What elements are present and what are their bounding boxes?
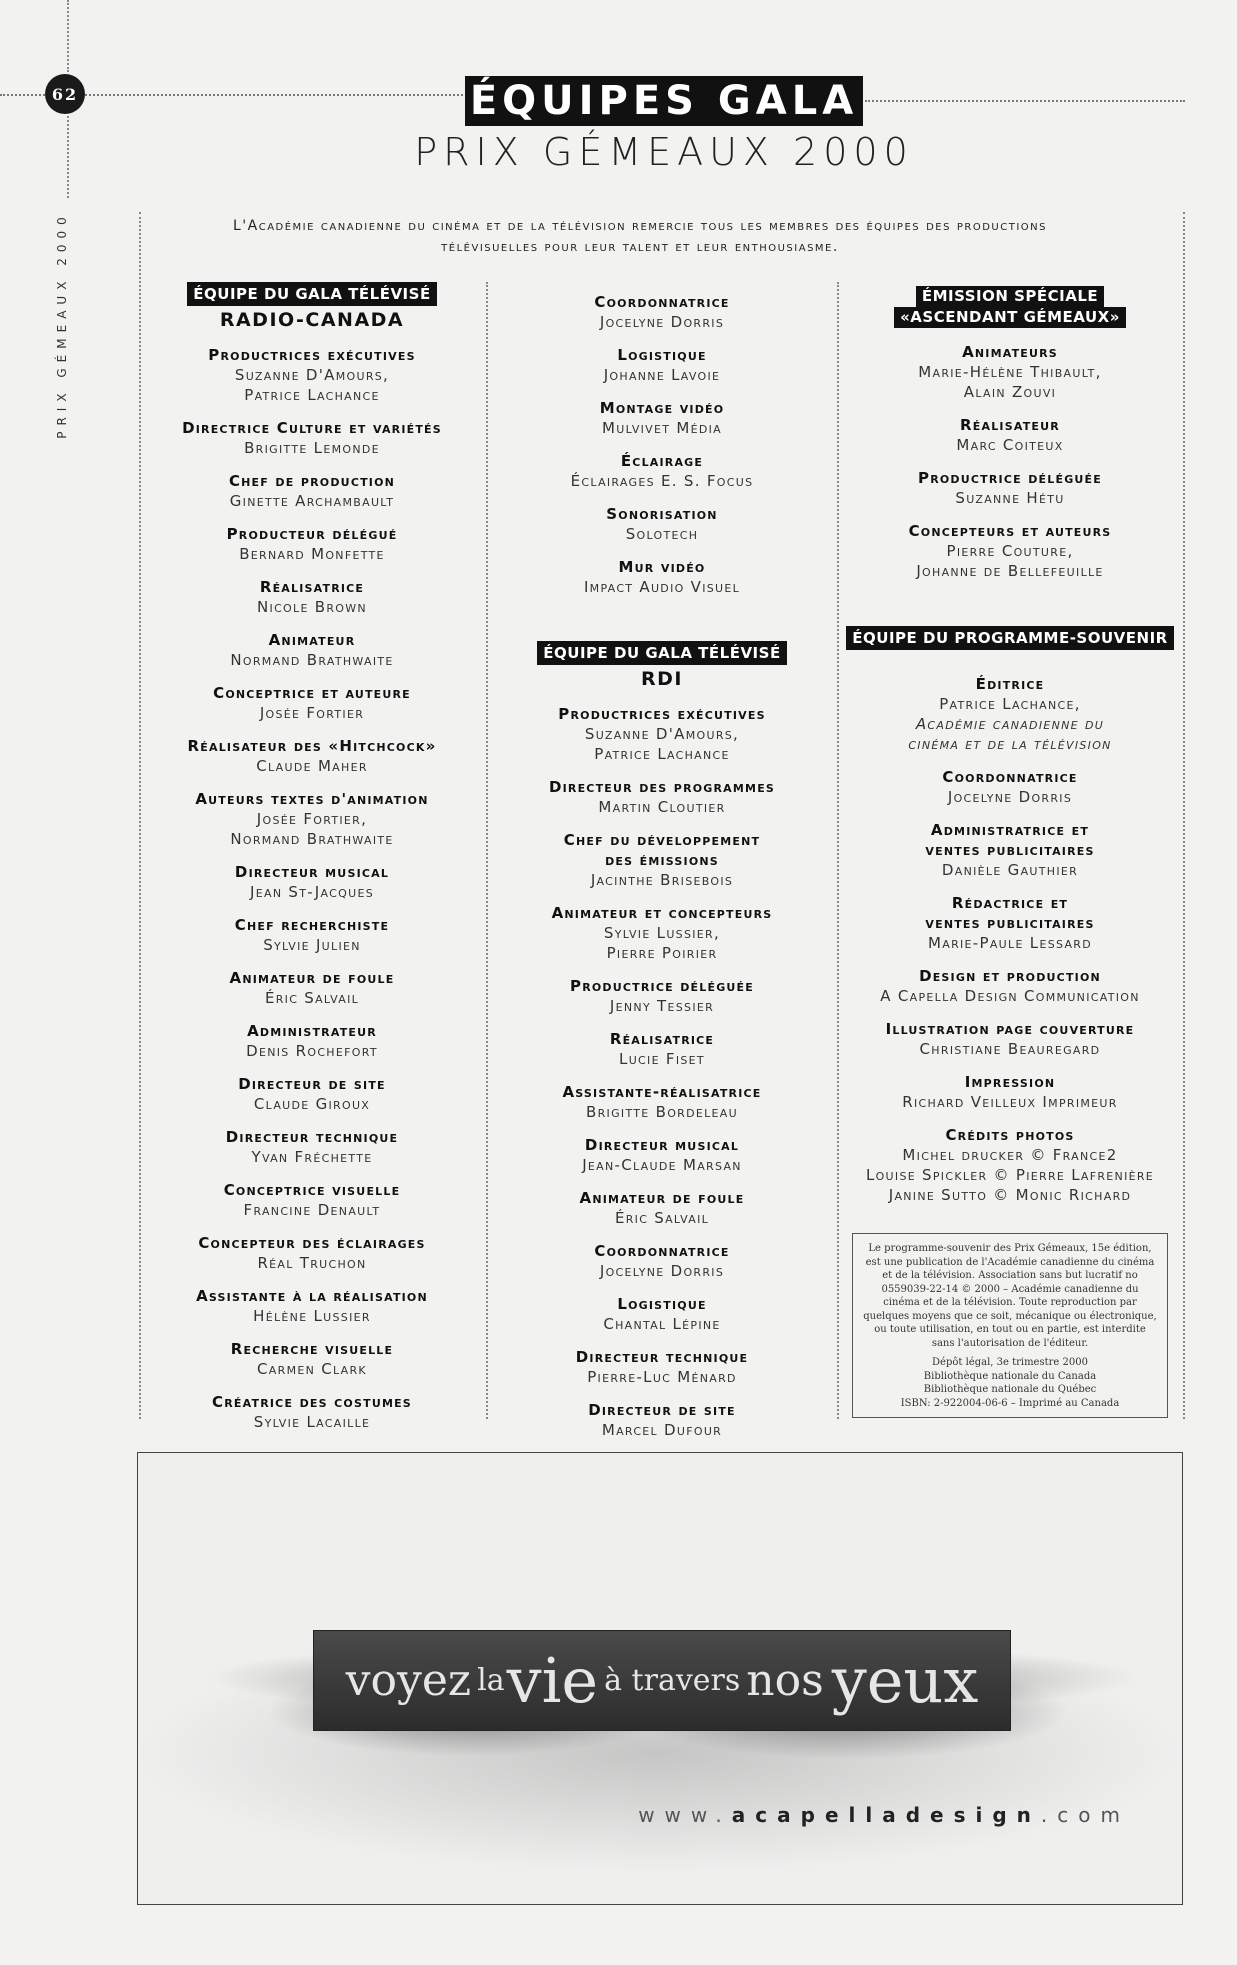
credit-role: Coordonnatrice: [942, 768, 1078, 786]
credit-entry: [488, 704, 836, 764]
credit-entry: [840, 820, 1180, 880]
credit-entry: [140, 736, 484, 776]
credit-entry: [140, 630, 484, 670]
credit-names-organization: Académie canadienne du cinéma et de la télévision: [908, 715, 1112, 753]
col-divider-4: [1183, 212, 1185, 1419]
credit-entry: [840, 966, 1180, 1006]
credit-entry: [488, 1294, 836, 1334]
credit-entry: [140, 968, 484, 1008]
credit-role: Productrices exécutives: [208, 346, 416, 364]
credit-role: Mur vidéo: [618, 558, 706, 576]
slogan-word-voyez: voyez: [345, 1655, 472, 1706]
credit-names: Marcel Dufour: [601, 1421, 723, 1439]
credit-role: Directeur technique: [575, 1348, 749, 1366]
slogan-word-la: la: [477, 1663, 505, 1698]
credit-names: Marc Coiteux: [956, 436, 1064, 454]
credit-names: Suzanne Hétu: [955, 489, 1065, 507]
credit-names: Hélène Lussier: [253, 1307, 371, 1325]
credit-role: Animateur: [268, 631, 356, 649]
credit-entry: [488, 1082, 836, 1122]
slogan-word-vie: vie: [506, 1644, 599, 1717]
credit-role: Productrice déléguée: [918, 469, 1102, 487]
credit-list-radio-canada: [140, 345, 484, 1432]
special-label-line1: ÉMISSION SPÉCIALE: [916, 286, 1104, 307]
credit-entry: [488, 557, 836, 597]
col-divider-3: [837, 282, 839, 1419]
credit-names: Claude Giroux: [253, 1095, 371, 1113]
credit-role: Crédits photos: [945, 1126, 1075, 1144]
credit-entry: [840, 767, 1180, 807]
credit-names: Sylvie Lacaille: [253, 1413, 371, 1431]
credit-role: Productrices exécutives: [558, 705, 766, 723]
legal-notice-box: [852, 1233, 1168, 1418]
credit-names: Michel drucker © France2 Louise Spickler © Pierre Lafrenière Janine Sutto © Monic Richard: [865, 1146, 1155, 1204]
credit-role: Design et production: [919, 967, 1101, 985]
credit-names: Jocelyne Dorris: [599, 1262, 725, 1280]
credit-entry: [140, 1392, 484, 1432]
credit-names: Éric Salvail: [614, 1209, 710, 1227]
credit-names: Francine Denault: [243, 1201, 381, 1219]
ad-slogan-banner: [313, 1630, 1011, 1731]
credit-role: Directeur musical: [584, 1136, 740, 1154]
credit-names: Solotech: [625, 525, 699, 543]
credit-entry: [840, 893, 1180, 953]
credit-entry: [488, 1241, 836, 1281]
credit-role: Animateurs: [962, 343, 1058, 361]
credit-entry: [488, 1188, 836, 1228]
credit-names: Martin Cloutier: [598, 798, 726, 816]
credit-names: Normand Brathwaite: [230, 651, 394, 669]
credit-entry: [488, 1400, 836, 1440]
top-dotted-rule-left: [0, 94, 45, 96]
credit-role: Logistique: [617, 346, 707, 364]
slogan-word-yeux: yeux: [831, 1644, 979, 1717]
credit-names: Johanne Lavoie: [603, 366, 721, 384]
credit-names: Éric Salvail: [264, 989, 360, 1007]
credit-entry: [488, 1347, 836, 1387]
section-org-rdi: RDI: [641, 668, 683, 690]
ad-url-prefix: www.: [638, 1803, 732, 1827]
credit-role: Créatrice des costumes: [212, 1393, 412, 1411]
credit-list-rdi: [488, 704, 836, 1440]
section-org-radio-canada: RADIO-CANADA: [219, 309, 405, 331]
credit-names: Mulvivet Média: [602, 419, 722, 437]
column-right: [840, 282, 1180, 1218]
credit-role: Directeur de site: [588, 1401, 736, 1419]
credit-entry: [840, 415, 1180, 455]
credit-role: Conceptrice et auteure: [213, 684, 411, 702]
credit-entry: [840, 1019, 1180, 1059]
credit-names: Bernard Monfette: [239, 545, 385, 563]
credit-list-ascendant-gemeaux: [840, 342, 1180, 581]
credit-role: Conceptrice visuelle: [223, 1181, 401, 1199]
credit-entry: [488, 830, 836, 890]
credit-entry: [488, 903, 836, 963]
credit-entry: [840, 468, 1180, 508]
credit-names: Marie-Hélène Thibault, Alain Zouvi: [918, 363, 1102, 401]
credit-role: Directrice Culture et variétés: [182, 419, 442, 437]
credit-role: Éclairage: [620, 452, 704, 470]
credit-role: Animateur et concepteurs: [551, 904, 773, 922]
page-title: [465, 76, 863, 126]
credit-role: Animateur de foule: [579, 1189, 745, 1207]
credit-entry: [140, 1127, 484, 1167]
top-dotted-rule-right: [865, 100, 1185, 102]
credit-entry: [140, 1180, 484, 1220]
credit-entry: [840, 1072, 1180, 1112]
ad-url-domain: acapelladesign: [731, 1803, 1041, 1827]
credit-role: Concepteurs et auteurs: [908, 522, 1112, 540]
credit-names: Ginette Archambault: [229, 492, 395, 510]
top-dotted-rule-middle: [85, 94, 463, 96]
credit-role: Productrice déléguée: [570, 977, 754, 995]
credit-entry: [488, 451, 836, 491]
credit-entry: [488, 345, 836, 385]
advertisement: [137, 1452, 1183, 1905]
credit-names: A Capella Design Communication: [880, 987, 1140, 1005]
page-number: 62: [51, 84, 79, 104]
credit-role: Producteur délégué: [226, 525, 398, 543]
credit-role: Chef de production: [228, 472, 396, 490]
credit-entry: [140, 683, 484, 723]
credit-names: Impact Audio Visuel: [583, 578, 741, 596]
credit-names: Denis Rochefort: [246, 1042, 378, 1060]
credit-role: Logistique: [617, 1295, 707, 1313]
credit-role: Illustration page couverture: [885, 1020, 1135, 1038]
credit-role: Sonorisation: [606, 505, 718, 523]
credit-role: Montage vidéo: [599, 399, 725, 417]
credit-role: Coordonnatrice: [594, 293, 730, 311]
credit-names: Sylvie Lussier, Pierre Poirier: [603, 924, 721, 962]
column-left: [140, 282, 484, 1445]
side-dotted-rule-top: [67, 0, 69, 72]
special-label-line2: «ASCENDANT GÉMEAUX»: [894, 307, 1126, 328]
intro-text: L'Académie canadienne du cinéma et de la télévision remercie tous les membres des équipes des productions télévisuelles pour leur talent et leur enthousiasme.: [232, 218, 1047, 255]
credit-names: Pierre-Luc Ménard: [587, 1368, 737, 1386]
credit-names: Brigitte Bordeleau: [586, 1103, 738, 1121]
credit-role: Administrateur: [247, 1022, 377, 1040]
credit-names: Christiane Beauregard: [919, 1040, 1101, 1058]
credit-names: Pierre Couture, Johanne de Bellefeuille: [916, 542, 1104, 580]
ad-url-suffix: .com: [1040, 1803, 1130, 1827]
credit-names: Richard Veilleux Imprimeur: [902, 1093, 1118, 1111]
credit-entry: [140, 1021, 484, 1061]
side-dotted-rule-middle: [67, 116, 69, 198]
credit-role: Impression: [964, 1073, 1056, 1091]
credit-role: Rédactrice et ventes publicitaires: [925, 894, 1095, 932]
section-label-radio-canada: ÉQUIPE DU GALA TÉLÉVISÉ: [187, 282, 436, 306]
credit-names: Danièle Gauthier: [941, 861, 1079, 879]
page-subtitle: PRIX GÉMEAUX 2000: [414, 130, 914, 174]
credit-role: Réalisatrice: [259, 578, 365, 596]
credit-role: Directeur des programmes: [548, 778, 776, 796]
credit-names: Jean St-Jacques: [250, 883, 374, 901]
credit-names: Josée Fortier, Normand Brathwaite: [230, 810, 394, 848]
credit-names: Patrice Lachance,: [939, 695, 1081, 713]
credit-entry: [488, 976, 836, 1016]
credit-names: Sylvie Julien: [263, 936, 361, 954]
credit-entry: [140, 577, 484, 617]
credit-entry: [140, 789, 484, 849]
credit-entry: [840, 342, 1180, 402]
credit-role: Directeur de site: [238, 1075, 386, 1093]
credit-entry: [140, 1339, 484, 1379]
credit-role: Chef recherchiste: [234, 916, 390, 934]
credit-names: Réal Truchon: [257, 1254, 367, 1272]
credit-names: Éclairages E. S. Focus: [570, 472, 754, 490]
credit-names: Jenny Tessier: [609, 997, 715, 1015]
credit-role: Réalisatrice: [609, 1030, 715, 1048]
credit-entry: [140, 345, 484, 405]
credit-role: Concepteur des éclairages: [198, 1234, 426, 1252]
credit-entry: [488, 1029, 836, 1069]
credit-names: Claude Maher: [256, 757, 368, 775]
credit-entry: [140, 862, 484, 902]
credit-entry: [140, 1233, 484, 1273]
section-label-rdi: ÉQUIPE DU GALA TÉLÉVISÉ: [537, 641, 786, 665]
credit-entry: [140, 1286, 484, 1326]
credit-role: Directeur technique: [225, 1128, 399, 1146]
ad-website-link[interactable]: [638, 1803, 1130, 1827]
slogan-word-a-travers: à travers: [604, 1663, 741, 1698]
credit-entry: [840, 674, 1180, 754]
credit-role: Réalisateur des «Hitchcock»: [187, 737, 437, 755]
credit-role: Assistante à la réalisation: [196, 1287, 428, 1305]
credit-entry: [140, 1074, 484, 1114]
credit-entry: [840, 521, 1180, 581]
section-label-programme-souvenir: ÉQUIPE DU PROGRAMME-SOUVENIR: [846, 626, 1173, 650]
credit-entry: [488, 504, 836, 544]
credit-names: Brigitte Lemonde: [244, 439, 380, 457]
credit-role: Directeur musical: [234, 863, 390, 881]
credit-entry: [140, 471, 484, 511]
credit-entry: [488, 292, 836, 332]
credit-list-programme-souvenir: [840, 674, 1180, 1205]
side-running-title: [52, 210, 72, 440]
credit-role: Éditrice: [975, 675, 1045, 693]
credit-names: Chantal Lépine: [603, 1315, 721, 1333]
credit-entry: [140, 915, 484, 955]
credit-entry: [840, 1125, 1180, 1205]
credit-names: Josée Fortier: [259, 704, 365, 722]
credit-role: Chef du développement des émissions: [563, 831, 761, 869]
column-middle: [488, 282, 836, 1453]
credit-role: Assistante-réalisatrice: [562, 1083, 762, 1101]
credit-names: Marie-Paule Lessard: [928, 934, 1092, 952]
credit-names: Jocelyne Dorris: [947, 788, 1073, 806]
credit-names: Jocelyne Dorris: [599, 313, 725, 331]
credit-entry: [488, 398, 836, 438]
legal-paragraph-1: Le programme-souvenir des Prix Gémeaux, 15e édition, est une publication de l'Académie canadienne du cinéma et de la télévision. Association sans but lucratif no 0559039-22-14 © 2000 – Académie canadienne du cinéma et de la télévision. Toute reproduction par quelques moyens que ce soit, mécanique ou électronique, ou toute utilisation, en tout ou en partie, est interdite sans l'autorisation de l'éditeur.: [863, 1243, 1157, 1349]
credit-role: Administratrice et ventes publicitaires: [925, 821, 1095, 859]
credit-names: Nicole Brown: [257, 598, 367, 616]
credit-entry: [488, 1135, 836, 1175]
credit-names: Yvan Fréchette: [251, 1148, 373, 1166]
credit-entry: [140, 524, 484, 564]
credit-names: Lucie Fiset: [619, 1050, 705, 1068]
credit-role: Coordonnatrice: [594, 1242, 730, 1260]
page-number-badge: [45, 74, 85, 114]
slogan-word-nos: nos: [746, 1655, 824, 1706]
credit-names: Jacinthe Brisebois: [590, 871, 734, 889]
credit-role: Auteurs textes d'animation: [195, 790, 429, 808]
legal-paragraph-2: Dépôt légal, 3e trimestre 2000 Bibliothèque nationale du Canada Bibliothèque nationale du Québec ISBN: 2-922004-06-6 – Imprimé au Canada: [900, 1357, 1120, 1409]
credit-role: Animateur de foule: [229, 969, 395, 987]
credit-list-radio-canada-cont: [488, 292, 836, 597]
credit-names: Jean-Claude Marsan: [582, 1156, 742, 1174]
credit-role: Recherche visuelle: [230, 1340, 394, 1358]
credit-names: Suzanne D'Amours, Patrice Lachance: [584, 725, 740, 763]
credit-role: Réalisateur: [960, 416, 1060, 434]
side-running-title-text: PRIX GÉMEAUX 2000: [55, 211, 69, 439]
page-title-text: ÉQUIPES GALA: [469, 78, 859, 124]
credit-names: Carmen Clark: [257, 1360, 367, 1378]
credit-names: Suzanne D'Amours, Patrice Lachance: [234, 366, 390, 404]
credit-entry: [488, 777, 836, 817]
credit-entry: [140, 418, 484, 458]
